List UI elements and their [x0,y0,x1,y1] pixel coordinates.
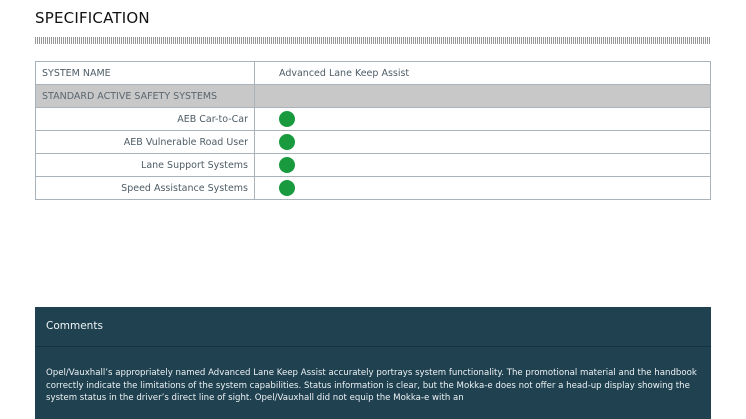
table-row [36,108,711,131]
status-dot-icon [279,134,295,150]
table-header-row [36,62,711,85]
status-dot-icon [279,180,295,196]
table-row [36,154,711,177]
comments-panel [35,307,711,419]
system-name-label: SYSTEM NAME [36,62,255,85]
feature-label-aeb-vru: AEB Vulnerable Road User [36,131,255,154]
feature-status-cell [255,108,711,131]
comments-body: Opel/Vauxhall’s appropriately named Advanced Lane Keep Assist accurately portrays system functionality. The promotional material and the handbook correctly indicate the limitations of the system capabilities. Status information is clear, but the Mokka-e does not offer a head-up display showing the system status in the driver’s direct line of sight. Opel/Vauxhall did not equip the Mokka-e with an [46,368,697,404]
feature-status-cell [255,154,711,177]
feature-label-speed-assistance: Speed Assistance Systems [36,177,255,200]
status-dot-icon [279,111,295,127]
page-title: SPECIFICATION [35,9,150,27]
feature-label-aeb-car-to-car: AEB Car-to-Car [36,108,255,131]
section-row [36,85,711,108]
table-row [36,177,711,200]
hatched-divider [35,37,711,44]
status-dot-icon [279,157,295,173]
specification-table [35,61,711,200]
table-row [36,131,711,154]
section-empty-cell [255,85,711,108]
feature-status-cell [255,177,711,200]
section-label: STANDARD ACTIVE SAFETY SYSTEMS [36,85,255,108]
comments-divider [35,346,711,347]
comments-title: Comments [46,320,103,332]
feature-label-lane-support: Lane Support Systems [36,154,255,177]
feature-status-cell [255,131,711,154]
system-name-value: Advanced Lane Keep Assist [255,62,711,85]
